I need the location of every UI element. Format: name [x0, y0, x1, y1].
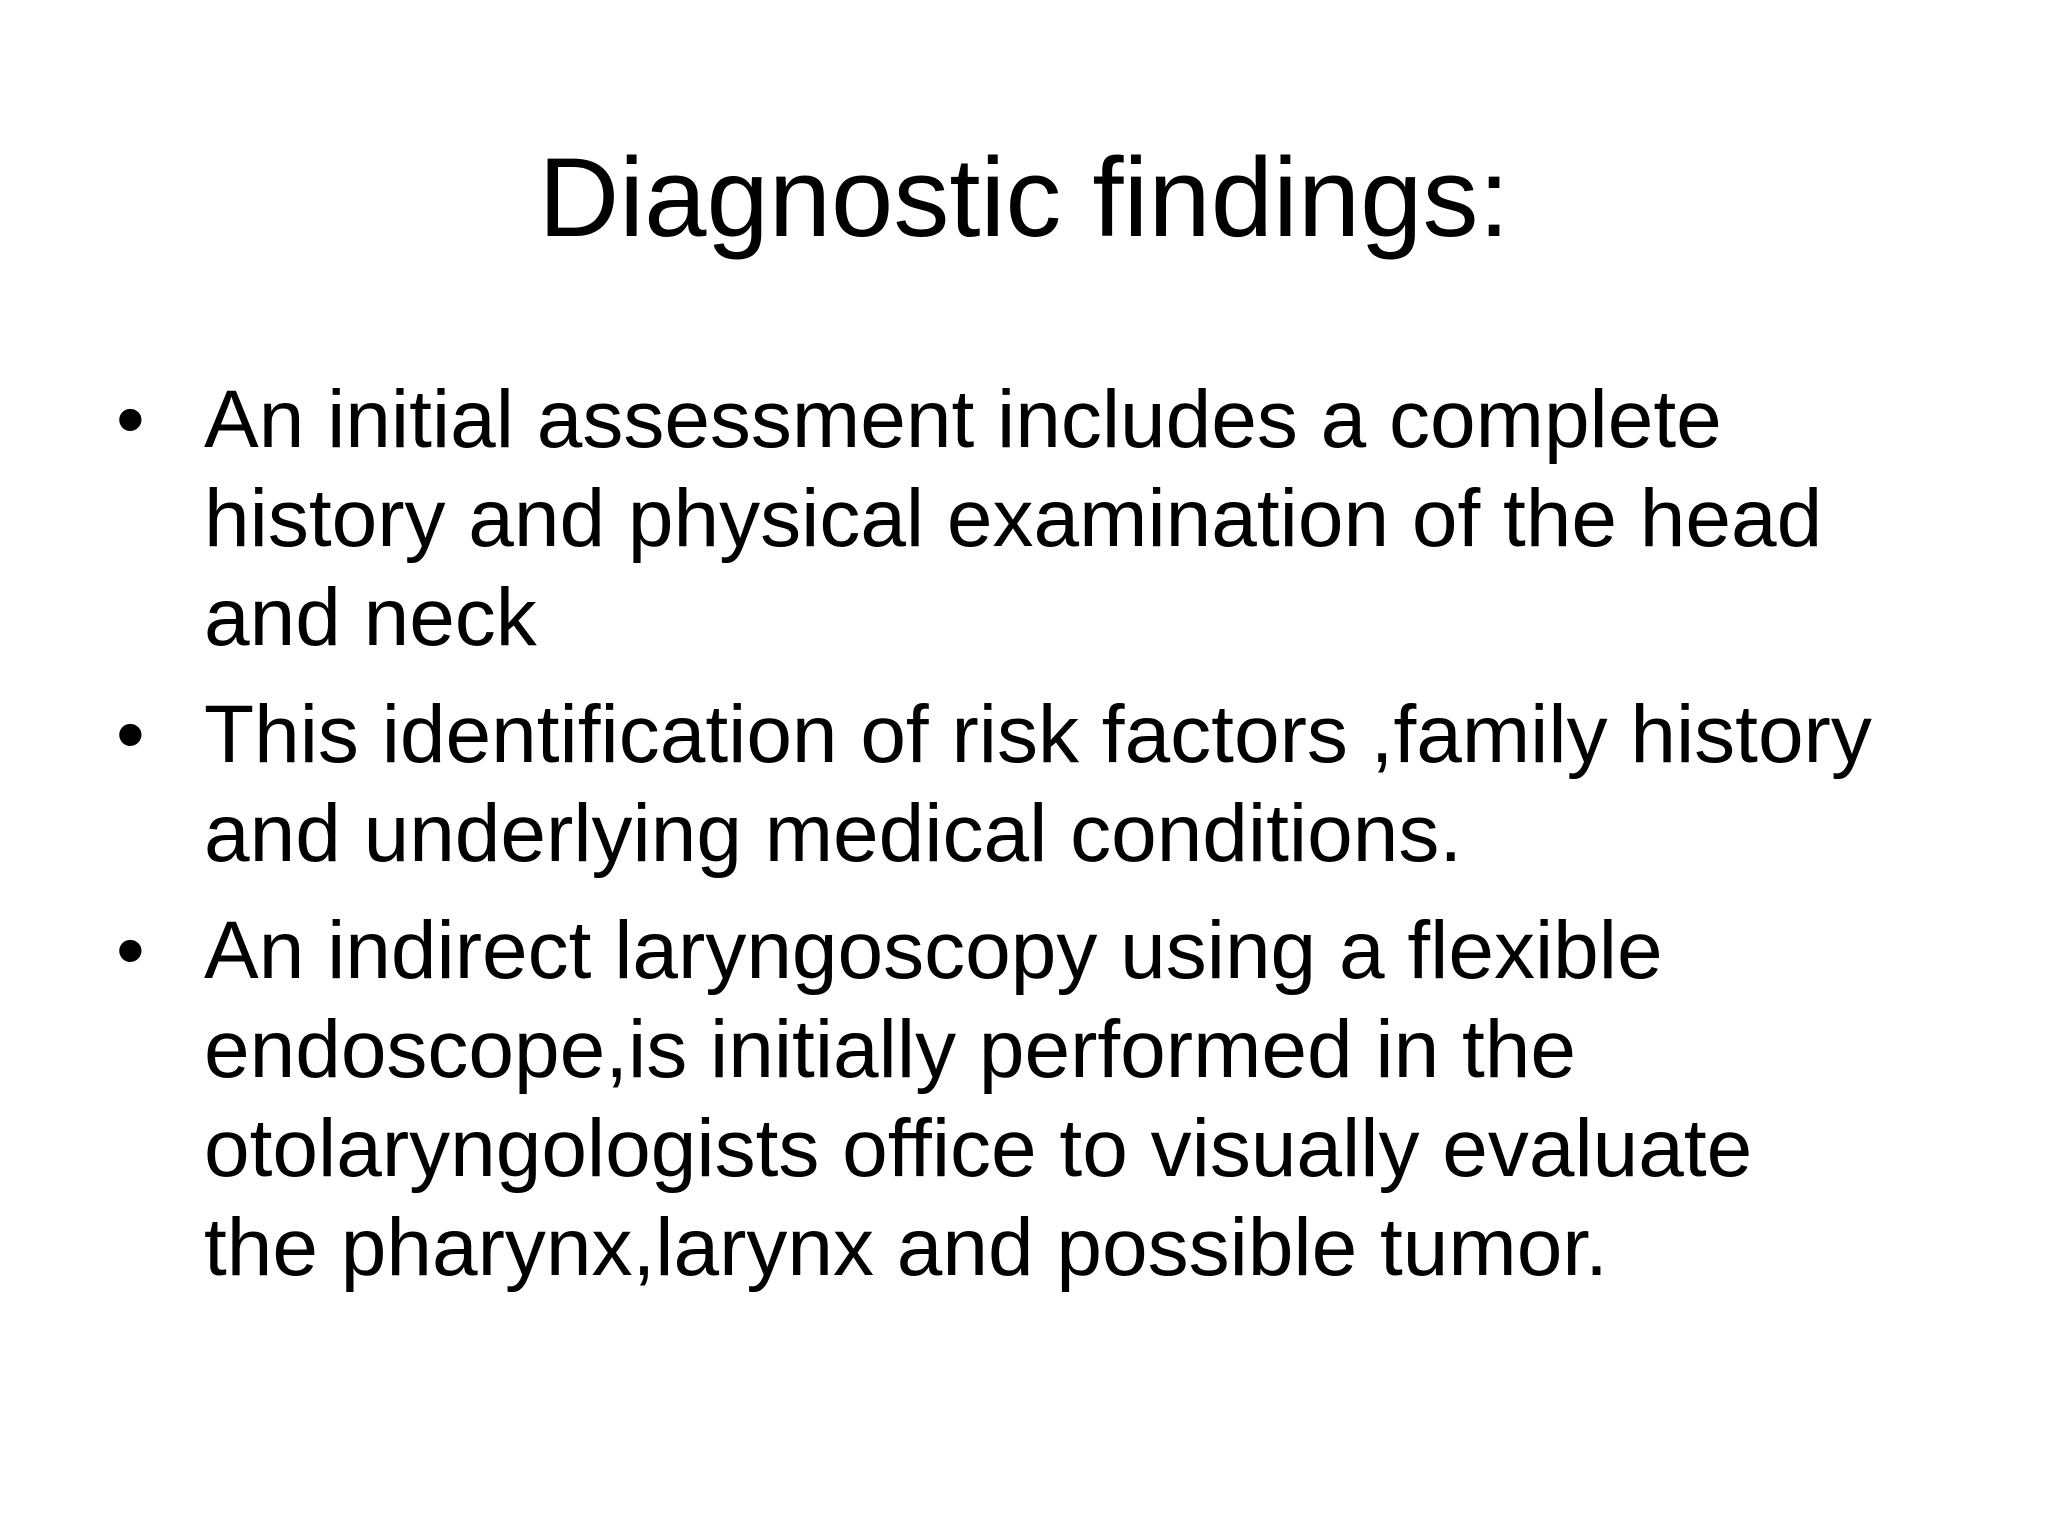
bullet-list [116, 370, 1966, 1315]
bullet-item-3 [116, 901, 1966, 1297]
bullet-item-1 [116, 370, 1966, 667]
bullet-icon: • [116, 689, 145, 780]
bullet-item-2 [116, 685, 1966, 883]
bullet-text-2: This identification of risk factors ,family history and underlying medical conditions. [204, 689, 1872, 879]
slide-title: Diagnostic findings: [538, 135, 1510, 260]
bullet-icon: • [116, 905, 145, 996]
bullet-text-3: An indirect laryngoscopy using a flexible endoscope,is initially performed in the otolaryngologists office to visually evaluate the pharynx,larynx and possible tumor. [204, 905, 1753, 1293]
bullet-text-1: An initial assessment includes a complete history and physical examination of the head and neck [204, 374, 1823, 663]
bullet-icon: • [116, 374, 145, 465]
